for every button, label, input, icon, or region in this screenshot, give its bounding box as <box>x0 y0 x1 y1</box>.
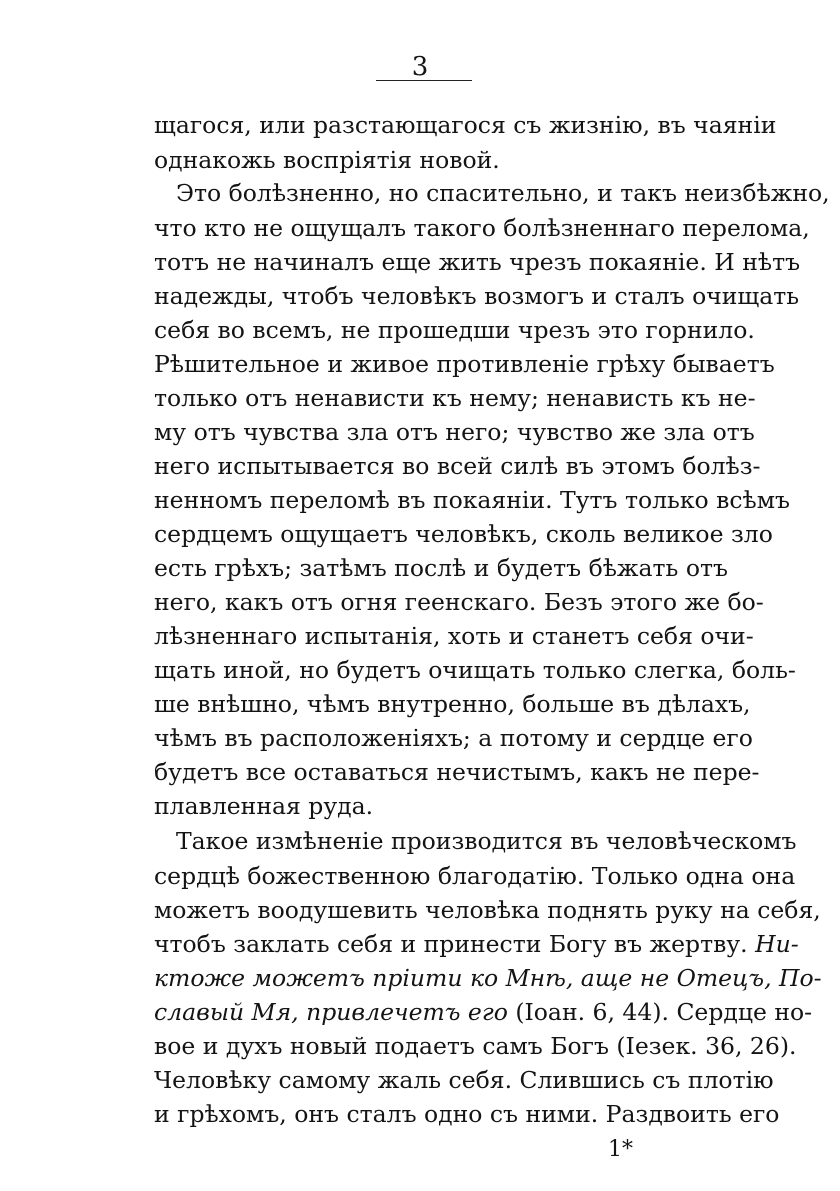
text-line <box>154 994 813 1030</box>
text-line: есть грѣхъ; затѣмъ послѣ и будетъ бѣжать отъ <box>154 554 728 582</box>
paragraph-start-line: Такое измѣненіе производится въ человѣческомъ <box>176 827 797 855</box>
text-line: тотъ не начиналъ еще жить чрезъ покаяніе. И нѣтъ <box>154 248 801 276</box>
text-line: Рѣшительное и живое противленіе грѣху бываетъ <box>154 350 775 378</box>
text-line: Человѣку самому жаль себя. Слившись съ плотію <box>154 1066 774 1094</box>
text-line: него испытывается во всей силѣ въ этомъ болѣз- <box>154 452 761 480</box>
text-line: что кто не ощущалъ такого болѣзненнаго перелома, <box>154 214 810 242</box>
header-rule <box>376 80 472 81</box>
italic-quote: Ни- <box>755 930 799 958</box>
text-line: лѣзненнаго испытанія, хоть и станетъ себя очи- <box>154 622 754 650</box>
text-line: только отъ ненависти къ нему; ненависть къ не- <box>154 384 756 412</box>
text-line: плавленная руда. <box>154 792 374 820</box>
paragraph-start-line: Это болѣзненно, но спасительно, и такъ неизбѣжно, <box>176 179 830 207</box>
text-line: и грѣхомъ, онъ сталъ одно съ ними. Раздвоить его <box>154 1100 780 1128</box>
text-line <box>154 926 799 962</box>
text-line: будетъ все оставаться нечистымъ, какъ не пере- <box>154 758 760 786</box>
text-line: вое и духъ новый подаетъ самъ Богъ (Іезек. 36, 26). <box>154 1032 797 1060</box>
text-line: чѣмъ въ расположеніяхъ; а потому и сердце его <box>154 724 753 752</box>
page-number: 3 <box>411 52 429 82</box>
text-line: можетъ воодушевить человѣка поднять руку на себя, <box>154 896 821 924</box>
text-line: щагося, или разстающагося съ жизнію, въ чаяніи <box>154 111 777 139</box>
text-line: ненномъ переломѣ въ покаяніи. Тутъ только всѣмъ <box>154 486 790 514</box>
text-line: него, какъ отъ огня геенскаго. Безъ этого же бо- <box>154 588 764 616</box>
text-line: однакожь воспріятія новой. <box>154 146 500 174</box>
text-run: (Іоан. 6, 44). Сердце но- <box>507 998 813 1026</box>
text-line: щать иной, но будетъ очищать только слегка, боль- <box>154 656 796 684</box>
text-line: надежды, чтобъ человѣкъ возмогъ и сталъ очищать <box>154 282 800 310</box>
italic-quote: славый Мя, привлечетъ его <box>154 998 508 1026</box>
signature-mark: 1* <box>608 1137 633 1162</box>
text-line <box>154 960 822 996</box>
italic-quote: ктоже можетъ пріити ко Мнѣ, аще не Отецъ, По- <box>154 964 822 992</box>
text-line: себя во всемъ, не прошедши чрезъ это горнило. <box>154 316 755 344</box>
text-line: сердцѣ божественною благодатію. Только одна она <box>154 862 796 890</box>
text-line: сердцемъ ощущаетъ человѣкъ, сколь великое зло <box>154 520 773 548</box>
text-line: ше внѣшно, чѣмъ внутренно, больше въ дѣлахъ, <box>154 690 751 718</box>
text-line: му отъ чувства зла отъ него; чувство же зла отъ <box>154 418 755 446</box>
text-run: чтобъ заклать себя и принести Богу въ жертву. <box>154 930 756 958</box>
